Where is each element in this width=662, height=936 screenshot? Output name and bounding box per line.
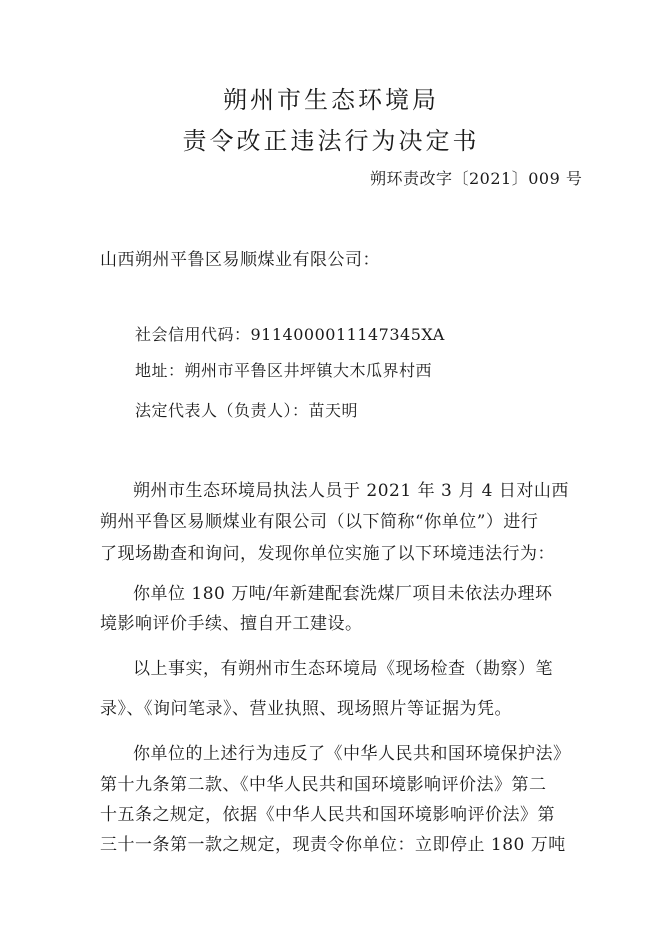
paragraph-4-line: 第十九条第二款、《中华人民共和国环境影响评价法》第二 — [100, 775, 547, 795]
paragraph-3-line: 以上事实，有朔州市生态环境局《现场检查（勘察）笔 — [133, 659, 553, 679]
paragraph-1-line: 了现场勘查和询问，发现你单位实施了以下环境违法行为： — [100, 544, 555, 564]
page-title: 朔州市生态环境局 — [223, 86, 439, 114]
recipient: 山西朔州平鲁区易顺煤业有限公司： — [100, 250, 380, 270]
paragraph-4-line: 三十一条第一款之规定，现责令你单位：立即停止 180 万吨 — [100, 835, 566, 855]
address: 地址：朔州市平鲁区井坪镇大木瓜界村西 — [135, 361, 433, 380]
legal-representative: 法定代表人（负责人）：苗天明 — [135, 401, 359, 420]
paragraph-3-line: 录》、《询问笔录》、营业执照、现场照片等证据为凭。 — [100, 699, 512, 719]
paragraph-4-line: 十五条之规定，依据《中华人民共和国环境影响评价法》第 — [100, 805, 555, 825]
paragraph-2-line: 你单位 180 万吨/年新建配套洗煤厂项目未依法办理环 — [133, 584, 553, 604]
paragraph-4-line: 你单位的上述行为违反了《中华人民共和国环境保护法》 — [133, 744, 571, 764]
credit-code: 社会信用代码：9114000011147345XA — [135, 325, 445, 344]
paragraph-1-line: 朔州平鲁区易顺煤业有限公司（以下简称“你单位”）进行 — [100, 512, 539, 532]
document-title: 责令改正违法行为决定书 — [182, 127, 480, 155]
paragraph-1-line: 朔州市生态环境局执法人员于 2021 年 3 月 4 日对山西 — [133, 481, 569, 501]
document-number: 朔环责改字〔2021〕009 号 — [370, 169, 583, 188]
paragraph-2-line: 境影响评价手续、擅自开工建设。 — [100, 614, 363, 634]
